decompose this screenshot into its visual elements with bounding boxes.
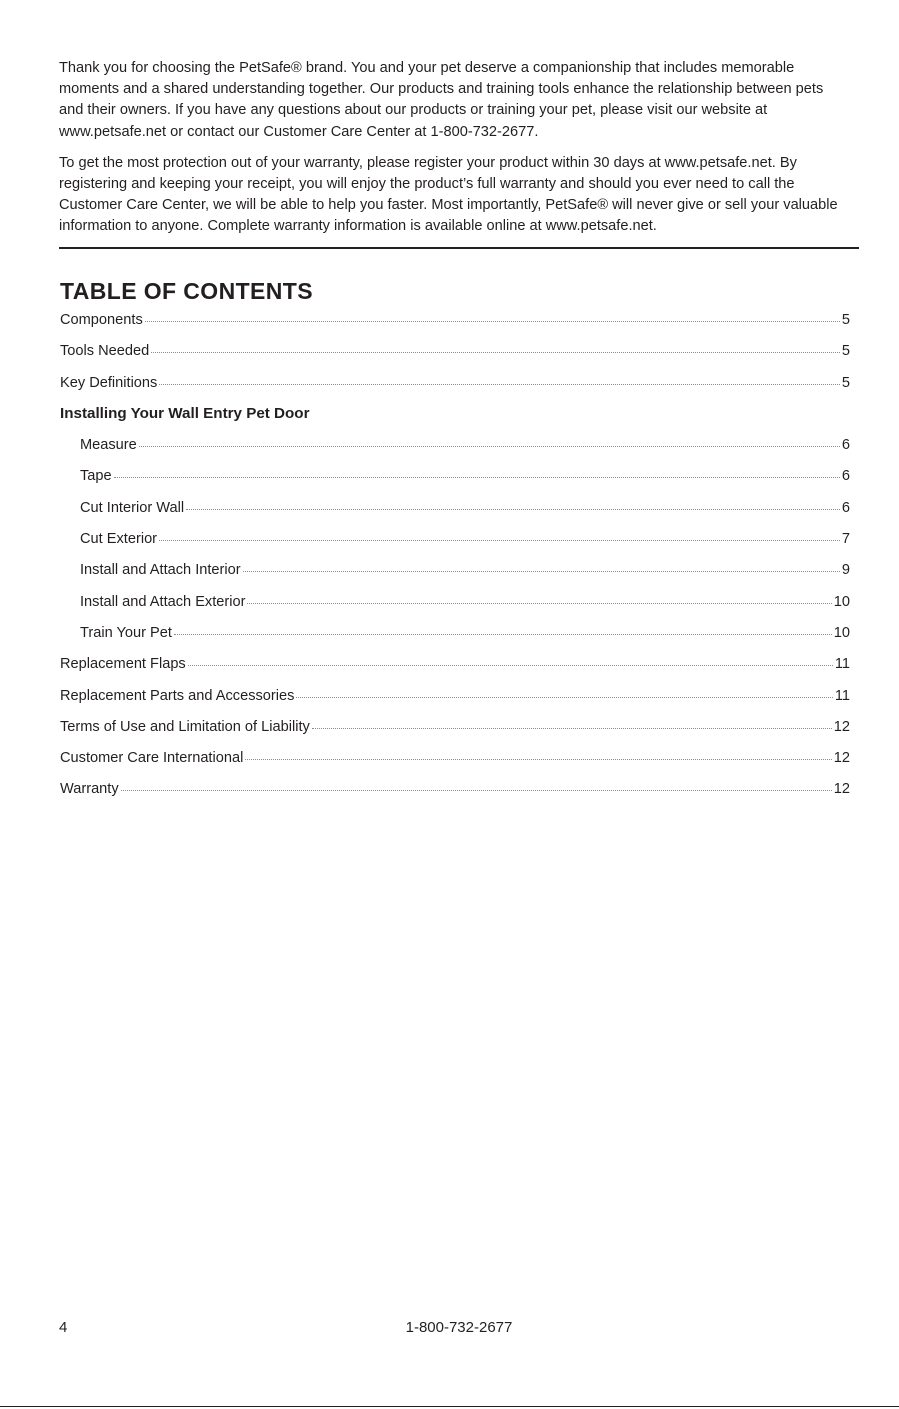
toc-entry-cut-exterior[interactable] [60, 527, 850, 558]
dot-leader [243, 571, 840, 572]
toc-entry-page: 6 [841, 437, 850, 454]
dot-leader [174, 634, 832, 635]
toc-entry-page: 6 [841, 468, 850, 485]
page-bottom-edge [0, 1406, 899, 1407]
footer-phone: 1-800-732-2677 [405, 1319, 513, 1336]
toc-entry-label: Replacement Parts and Accessories [60, 687, 295, 704]
toc-entry-page: 7 [841, 531, 850, 548]
toc-entry-replacement-parts[interactable] [60, 684, 850, 715]
toc-entry-page: 11 [834, 656, 850, 673]
dot-leader [121, 790, 832, 791]
page-number: 4 [59, 1319, 68, 1336]
section-divider [59, 247, 859, 249]
dot-leader [245, 759, 831, 760]
toc-entry-cut-interior-wall[interactable] [60, 496, 850, 527]
toc-entry-page: 11 [834, 687, 850, 704]
toc-entry-label: Customer Care International [60, 750, 244, 767]
toc-entry-label: Tape [80, 468, 112, 485]
dot-leader [151, 352, 840, 353]
toc-entry-warranty[interactable] [60, 777, 850, 808]
toc-entry-install-attach-exterior[interactable] [60, 590, 850, 621]
toc-entry-page: 12 [833, 781, 850, 798]
dot-leader [296, 697, 832, 698]
toc-entry-label: Train Your Pet [80, 624, 172, 641]
toc-entry-page: 5 [841, 343, 850, 360]
toc-entry-label: Cut Interior Wall [80, 499, 185, 516]
toc-entry-key-definitions[interactable] [60, 371, 850, 402]
dot-leader [145, 321, 840, 322]
dot-leader [114, 477, 840, 478]
toc-entry-install-attach-interior[interactable] [60, 558, 850, 589]
dot-leader [159, 384, 840, 385]
toc-entry-components[interactable] [60, 308, 850, 339]
intro-paragraph-welcome: Thank you for choosing the PetSafe® brand. You and your pet deserve a companionship that includes memorable moments and a shared understanding together. Our products and training tools enhance the relationship between pets and their owners. If you have any questions about our products or training your pet, please visit our website at www.petsafe.net or contact our Customer Care Center at 1-800-732-2677. [59, 60, 824, 140]
dot-leader [186, 509, 840, 510]
dot-leader [312, 728, 832, 729]
intro-paragraph-warranty: To get the most protection out of your warranty, please register your product within 30 days at www.petsafe.net. By registering and keeping your receipt, you will enjoy the product’s full warranty and should you ever need to call the Customer Care Center, we will be able to help you faster. Most importantly, PetSafe® will never give or sell your valuable information to anyone. Complete warranty information is available online at www.petsafe.net. [59, 154, 838, 235]
toc-entry-customer-care-international[interactable] [60, 746, 850, 777]
toc-entry-page: 5 [841, 374, 850, 391]
toc-entry-measure[interactable] [60, 433, 850, 464]
toc-entry-label: Measure [80, 437, 137, 454]
dot-leader [188, 665, 833, 666]
toc-entry-page: 10 [833, 593, 850, 610]
toc-section-installing[interactable] [60, 402, 850, 433]
dot-leader [159, 540, 840, 541]
intro-text [59, 58, 849, 248]
toc-entry-page: 10 [833, 624, 850, 641]
toc-entry-tape[interactable] [60, 464, 850, 495]
dot-leader [139, 446, 840, 447]
toc-section-label: Installing Your Wall Entry Pet Door [60, 404, 310, 422]
toc-entry-terms-of-use[interactable] [60, 715, 850, 746]
toc-entry-label: Terms of Use and Limitation of Liability [60, 718, 310, 735]
toc-entry-page: 12 [833, 750, 850, 767]
toc-entry-tools-needed[interactable] [60, 339, 850, 370]
dot-leader [247, 603, 831, 604]
toc-entry-page: 9 [841, 562, 850, 579]
toc-entry-label: Components [60, 312, 143, 328]
toc-entry-label: Warranty [60, 781, 119, 798]
toc-entry-label: Replacement Flaps [60, 656, 186, 673]
toc-entry-replacement-flaps[interactable] [60, 652, 850, 683]
toc-title: TABLE OF CONTENTS [60, 278, 313, 304]
toc-entry-page: 6 [841, 499, 850, 516]
table-of-contents [60, 308, 850, 809]
toc-entry-label: Install and Attach Interior [80, 562, 241, 579]
toc-entry-label: Tools Needed [60, 343, 150, 360]
toc-entry-label: Cut Exterior [80, 531, 158, 548]
toc-entry-page: 5 [841, 312, 850, 328]
toc-entry-label: Key Definitions [60, 374, 158, 391]
toc-entry-page: 12 [833, 718, 850, 735]
toc-entry-label: Install and Attach Exterior [80, 593, 246, 610]
toc-entry-train-your-pet[interactable] [60, 621, 850, 652]
